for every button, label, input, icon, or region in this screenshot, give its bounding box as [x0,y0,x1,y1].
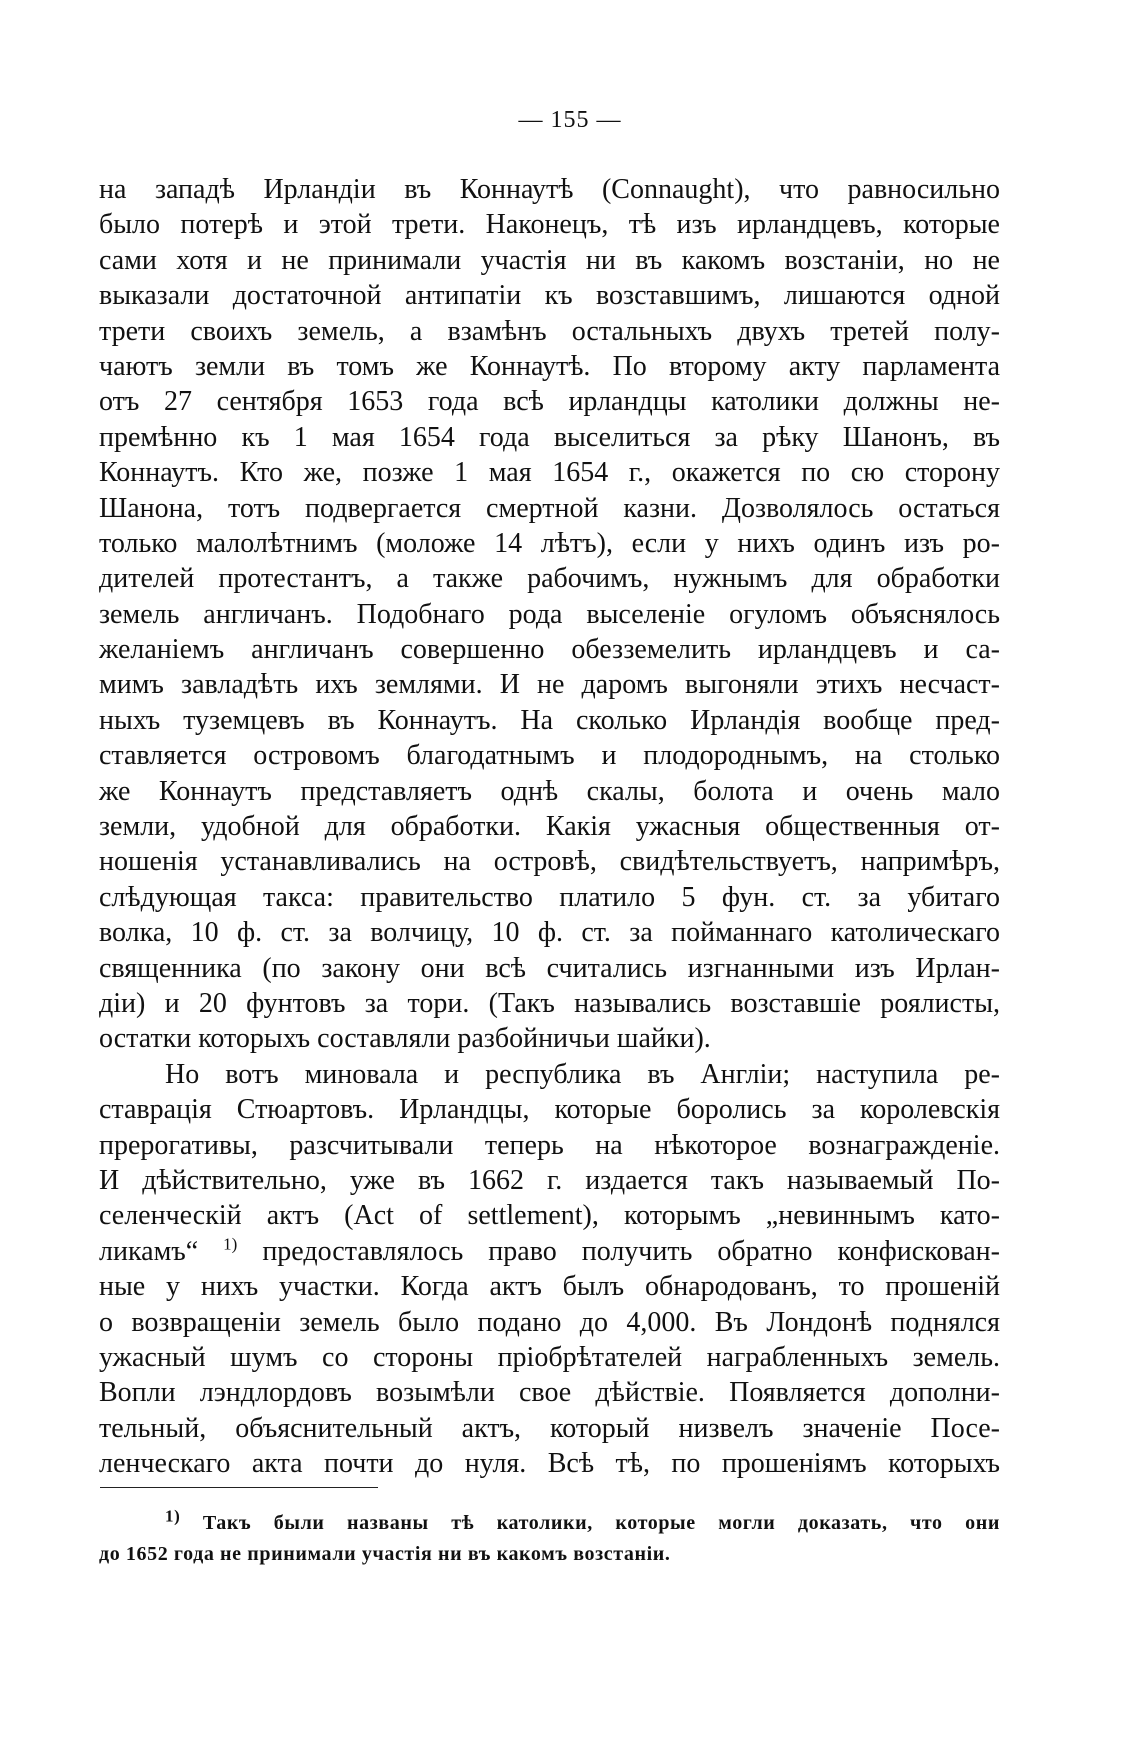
text-fragment: ликамъ“ [99,1235,224,1267]
paragraph-2 [99,1057,1000,1482]
footnote-line [99,1508,1000,1539]
text-line: ные у нихъ участки. Когда актъ былъ обнародованъ, то прошеній [99,1271,1000,1303]
text-line: только малолѣтнимъ (моложе 14 лѣтъ), если у нихъ одинъ изъ ро- [99,527,1000,559]
text-line: селенческій актъ (Act of settlement), которымъ „невиннымъ като- [99,1200,1000,1232]
text-line: ношенія устанавливались на островѣ, свидѣтельствуетъ, напримѣръ, [99,846,1000,878]
text-line: тельный, объяснительный актъ, который низвелъ значеніе Посе- [99,1412,1000,1444]
text-line: сами хотя и не принимали участія ни въ какомъ возстаніи, но не [99,244,1000,276]
main-text [99,172,1000,1481]
text-line: было потерѣ и этой трети. Наконецъ, тѣ изъ ирландцевъ, которые [99,209,1000,241]
text-line: слѣдующая такса: правительство платило 5 фун. ст. за убитаго [99,881,1000,913]
text-line: выказали достаточной антипатіи къ возставшимъ, лишаются одной [99,280,1000,312]
text-line: ужасный шумъ со стороны пріобрѣтателей награбленныхъ земель. [99,1341,1000,1373]
text-line: остатки которыхъ составляли разбойничьи шайки). [99,1023,711,1055]
text-line: отъ 27 сентября 1653 года всѣ ирландцы католики должны не- [99,386,1000,418]
paragraph-1 [99,172,1000,1057]
text-line-with-footnote [99,1234,1000,1269]
footnote [99,1508,1000,1570]
text-line: Коннаутъ. Кто же, позже 1 мая 1654 г., окажется по сю сторону [99,457,1000,489]
footnote-reference[interactable]: 1) [223,1234,238,1254]
page-number: — 155 — [518,107,622,133]
text-line: Вопли лэндлордовъ возымѣли свое дѣйствіе. Появляется дополни- [99,1377,1000,1409]
text-line: чаютъ земли въ томъ же Коннаутѣ. По второму акту парламента [99,350,1000,382]
footnote-marker: 1) [165,1506,181,1526]
text-line: земли, удобной для обработки. Какія ужасныя общественныя от- [99,811,1000,843]
text-line: премѣнно къ 1 мая 1654 года выселиться за рѣку Шанонъ, въ [99,421,1000,453]
footnote-divider [100,1487,378,1488]
text-line: земель англичанъ. Подобнаго рода выселеніе огуломъ объяснялось [99,598,1000,630]
text-line: діи) и 20 фунтовъ за тори. (Такъ назывались возставшіе роялисты, [99,987,1000,1019]
text-line: же Коннаутъ представляетъ однѣ скалы, болота и очень мало [99,775,1000,807]
text-line: ставрація Стюартовъ. Ирландцы, которые боролись за королевскія [99,1094,1000,1126]
text-line: Шанона, тотъ подвергается смертной казни. Дозволялось остаться [99,492,1000,524]
footnote-line: до 1652 года не принимали участія ни въ какомъ возстаніи. [99,1543,671,1565]
text-line: ленческаго акта почти до нуля. Всѣ тѣ, по прошеніямъ которыхъ [99,1448,1000,1480]
text-line: дителей протестантъ, а также рабочимъ, нужнымъ для обработки [99,563,1000,595]
text-line: прерогативы, разсчитывали теперь на нѣкоторое вознагражденіе. [99,1129,1000,1161]
text-fragment: предоставлялось право получить обратно конфискован- [237,1235,1000,1267]
text-line: мимъ завладѣть ихъ землями. И не даромъ выгоняли этихъ несчаст- [99,669,1000,701]
text-line: на западѣ Ирландіи въ Коннаутѣ (Connaught), что равносильно [99,174,1000,205]
text-line: волка, 10 ф. ст. за волчицу, 10 ф. ст. за пойманнаго католическаго [99,917,1000,949]
text-line: священника (по закону они всѣ считались изгнанными изъ Ирлан- [99,952,1000,984]
text-line: желаніемъ англичанъ совершенно обезземелить ирландцевъ и са- [99,634,1000,666]
footnote-text: Такъ были названы тѣ католики, которые могли доказать, что они [180,1512,1000,1534]
text-line: трети своихъ земель, а взамѣнъ остальныхъ двухъ третей полу- [99,315,1000,347]
text-line: Но вотъ миновала и республика въ Англіи; наступила ре- [165,1058,1000,1090]
text-line: ставляется островомъ благодатнымъ и плодороднымъ, на столько [99,740,1000,772]
text-line: ныхъ туземцевъ въ Коннаутъ. На сколько Ирландія вообще пред- [99,704,1000,736]
text-line: И дѣйствительно, уже въ 1662 г. издается такъ называемый По- [99,1164,1000,1196]
text-line: о возвращеніи земель было подано до 4,000. Въ Лондонѣ поднялся [99,1306,1000,1338]
